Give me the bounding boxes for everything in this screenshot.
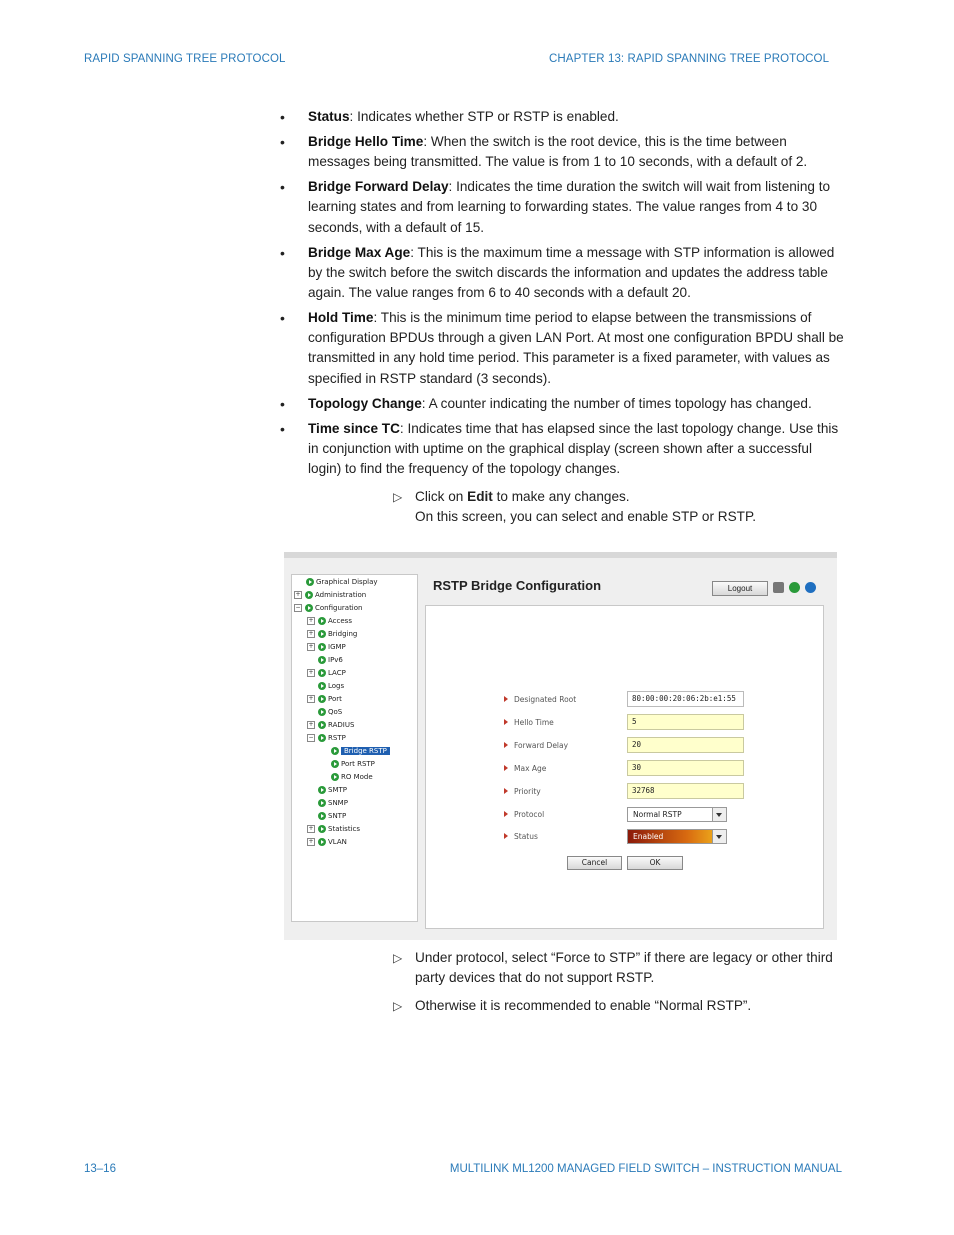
arrow-right-icon [504,765,508,771]
term-bridge-forward-delay: Bridge Forward Delay [308,179,449,195]
page-title: RSTP Bridge Configuration [433,578,602,593]
tree-item-graphical-display[interactable]: Graphical Display [306,576,378,588]
expand-icon[interactable]: + [308,617,314,624]
expand-icon[interactable]: + [308,825,314,832]
definition: : A counter indicating the number of times topology has changed. [421,395,812,411]
bullet-icon: • [280,310,285,327]
field-label-hello-time: Hello Time [504,714,554,730]
list-item [280,394,845,414]
tree-item-ipv6[interactable]: IPv6 [318,654,343,666]
tree-item-igmp[interactable]: + IGMP [308,643,346,651]
definition: : This is the minimum time period to elapse between the transmissions of configuration BPDUs through a given LAN Port. At most one configuration BPDU shall be transmitted in any hold time period. This parameter is a fixed parameter, with values as specified in RSTP standard (3 seconds). [308,310,844,386]
arrow-circle-icon [318,838,326,846]
tree-item-port-rstp[interactable]: Port RSTP [331,758,375,770]
help-icon[interactable] [805,582,816,593]
tree-item-vlan[interactable]: + VLAN [308,838,347,846]
term-status: Status [308,109,350,124]
refresh-icon[interactable] [789,582,800,593]
list-item [280,107,845,127]
arrow-circle-icon [306,578,314,586]
logout-button[interactable]: Logout [712,581,768,596]
list-item [280,177,845,238]
bullet-icon: • [280,179,285,196]
tree-item-smtp[interactable]: SMTP [318,784,347,796]
arrow-circle-icon [318,825,326,833]
arrow-circle-icon [318,721,326,729]
main-panel [425,605,824,929]
step-click-edit: ▷ Click on Edit to make any changes. On this screen, you can select and enable STP or RSTP. [393,489,757,525]
bullet-icon: • [280,395,285,412]
field-label-protocol: Protocol [504,806,544,822]
collapse-icon[interactable]: − [308,734,314,741]
tree-item-lacp[interactable]: + LACP [308,669,346,677]
arrow-circle-icon [305,604,313,612]
tree-item-ro-mode[interactable]: RO Mode [331,771,373,783]
arrow-right-icon [504,742,508,748]
arrow-right-icon [504,833,508,839]
tree-item-port[interactable]: + Port [308,695,342,703]
edit-keyword: Edit [467,489,493,504]
arrow-circle-icon [318,643,326,651]
max-age-input[interactable]: 30 [627,760,744,776]
definition: : Indicates whether STP or RSTP is enabled. [349,109,619,124]
term-bridge-max-age: Bridge Max Age [308,244,411,260]
bullet-icon: • [280,109,285,125]
definition: : When the switch is the root device, this is the time between messages being transmitted. The value is from 1 to 10 seconds, with a default of 2. [308,134,808,170]
tree-item-snmp[interactable]: SNMP [318,797,348,809]
arrow-circle-icon [318,695,326,703]
term-topology-change: Topology Change [308,395,422,411]
bullet-icon: • [280,244,285,261]
list-item [280,243,845,304]
list-item [280,132,845,172]
term-bridge-hello-time: Bridge Hello Time [308,134,424,149]
forward-delay-input[interactable]: 20 [627,737,744,753]
arrow-circle-icon [318,617,326,625]
arrow-circle-icon [318,708,326,716]
step-triangle-icon: ▷ [393,951,403,965]
arrow-circle-icon [318,656,326,664]
navigation-tree [291,574,418,922]
arrow-circle-icon [305,591,313,599]
field-label-priority: Priority [504,783,541,799]
expand-icon[interactable]: + [308,643,314,650]
rstp-bridge-configuration-screenshot [284,552,837,940]
definition: : Indicates the time duration the switch will wait from listening to learning states and from learning to forwarding states. The value ranges from 4 to 30 seconds, with a default of 15. [308,179,831,235]
definition: : This is the maximum time a message with STP information is allowed by the switch before the switch discards the information and updates the address table again. The value ranges from 6 to 40 seconds with a default 20. [308,244,835,301]
expand-icon[interactable]: + [308,695,314,702]
term-time-since-tc: Time since TC [308,420,400,436]
expand-icon[interactable]: + [308,838,314,845]
save-icon[interactable] [773,582,784,593]
tree-item-configuration[interactable]: − Configuration [295,604,363,612]
step-enable-normal-rstp: ▷ Otherwise it is recommended to enable “Normal RSTP”. [393,996,853,1016]
priority-input[interactable]: 32768 [627,783,744,799]
tree-item-bridge-rstp[interactable]: Bridge RSTP [331,745,390,757]
tree-item-access[interactable]: + Access [308,617,352,625]
parameter-list [280,107,845,484]
collapse-icon[interactable]: − [295,604,301,611]
tree-item-qos[interactable]: QoS [318,706,342,718]
chevron-down-icon[interactable] [712,808,726,821]
page-number: 13–16 [84,1163,116,1175]
expand-icon[interactable]: + [308,630,314,637]
arrow-circle-icon [318,734,326,742]
list-item [280,419,845,480]
arrow-right-icon [504,696,508,702]
expand-icon[interactable]: + [308,669,314,676]
tree-item-sntp[interactable]: SNTP [318,810,346,822]
tree-item-radius[interactable]: + RADIUS [308,721,355,729]
field-label-max-age: Max Age [504,760,546,776]
tree-item-statistics[interactable]: + Statistics [308,825,360,833]
running-header-chapter: CHAPTER 13: RAPID SPANNING TREE PROTOCOL [549,53,830,65]
arrow-circle-icon [318,786,326,794]
protocol-select[interactable]: Normal RSTP [627,807,727,822]
arrow-circle-icon [331,747,339,755]
step-triangle-icon: ▷ [393,999,403,1013]
arrow-circle-icon [318,669,326,677]
arrow-circle-icon [331,760,339,768]
field-label-designated-root: Designated Root [504,691,576,707]
status-select[interactable]: Enabled [627,829,727,844]
bullet-icon: • [280,420,285,437]
ok-button[interactable]: OK [627,856,683,870]
hello-time-input[interactable]: 5 [627,714,744,730]
arrow-circle-icon [318,682,326,690]
arrow-circle-icon [318,630,326,638]
arrow-circle-icon [331,773,339,781]
step-select-protocol: ▷ Under protocol, select “Force to STP” if there are legacy or other third party devices that do not support RSTP. [393,950,833,986]
definition: : Indicates time that has elapsed since the last topology change. Use this in conjunction with uptime on the graphical display (screen shown after a successful login) to find the frequency of the topology changes. [308,420,839,477]
expand-icon[interactable]: + [308,721,314,728]
expand-icon[interactable]: + [295,591,301,598]
field-label-status: Status [504,828,538,844]
tree-item-administration[interactable]: + Administration [295,591,367,599]
step-triangle-icon: ▷ [393,490,403,504]
field-label-forward-delay: Forward Delay [504,737,568,753]
running-footer-title: MULTILINK ML1200 MANAGED FIELD SWITCH – INSTRUCTION MANUAL [449,1163,842,1175]
arrow-circle-icon [318,812,326,820]
chevron-down-icon[interactable] [712,830,726,843]
bullet-icon: • [280,134,285,150]
tree-item-logs[interactable]: Logs [318,680,344,692]
arrow-circle-icon [318,799,326,807]
cancel-button[interactable]: Cancel [567,856,622,870]
tree-item-rstp[interactable]: − RSTP [308,734,346,742]
arrow-right-icon [504,811,508,817]
arrow-right-icon [504,788,508,794]
arrow-right-icon [504,719,508,725]
designated-root-field: 80:00:00:20:06:2b:e1:55 [627,691,744,707]
list-item [280,308,845,389]
term-hold-time: Hold Time [308,310,374,326]
running-header-section: RAPID SPANNING TREE PROTOCOL [84,53,286,65]
tree-item-bridging[interactable]: + Bridging [308,630,358,638]
